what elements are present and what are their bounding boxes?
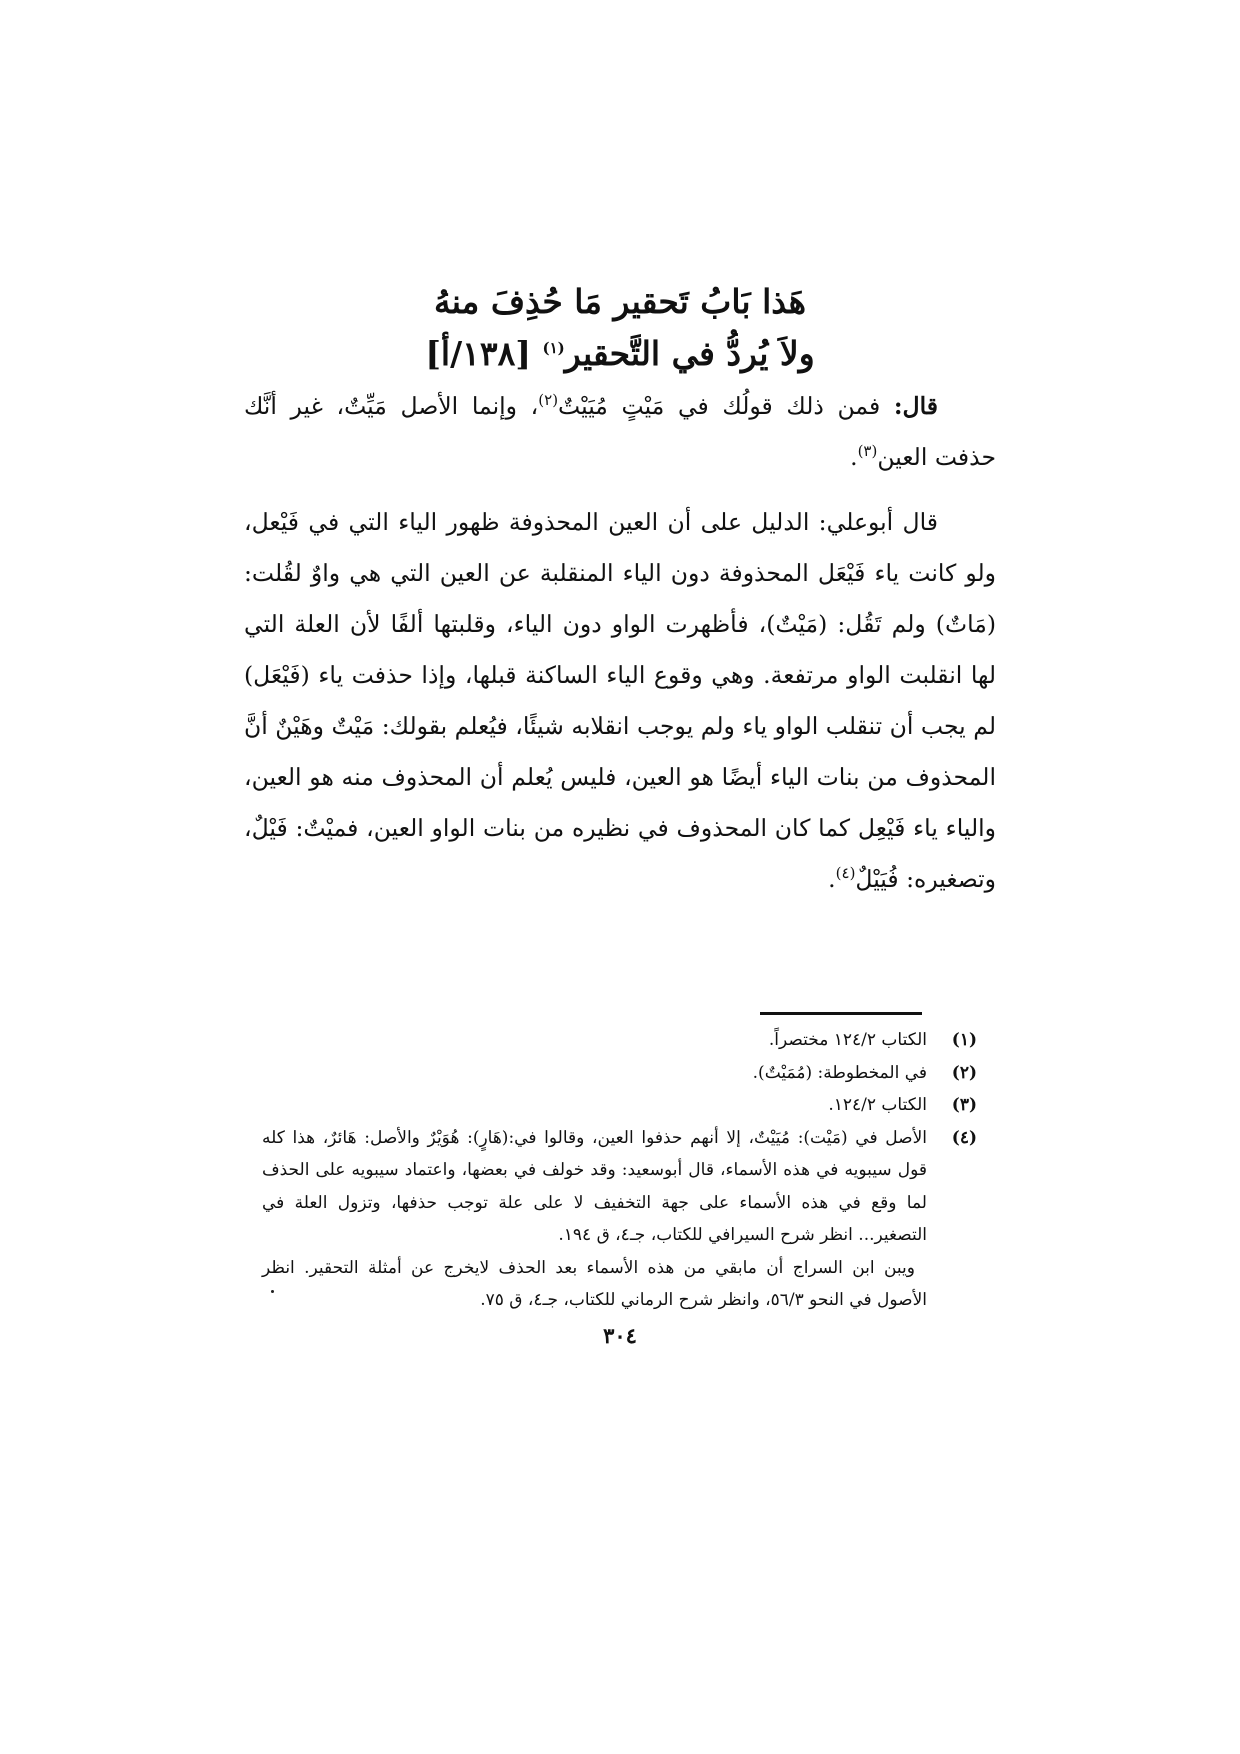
footnote-1 — [262, 1024, 977, 1057]
paragraph-1-text-b: ، وإنما الأصل مَيِّتٌ، غير أنَّك حذفت العين — [244, 392, 996, 471]
footnote-text: الكتاب ١٢٤/٢ مختصراً. — [768, 1030, 927, 1050]
paragraph-1 — [244, 381, 996, 483]
footnote-number: (١) — [951, 1030, 977, 1050]
footnote-number: (٢) — [951, 1062, 977, 1083]
footnote-text: في المخطوطة: (مُمَيْتٌ). — [752, 1062, 927, 1083]
footnote-separator — [760, 1012, 922, 1015]
footnote-4-continuation: ويبن ابن السراج أن مابقي من هذه الأسماء بعد الحذف لايخرج عن أمثلة التحقير. انظر الأصول في النحو ٥٦/٣، وانظر شرح الرماني للكتاب، جـ٤، ق ٧٥. — [262, 1257, 927, 1310]
heading-line-2 — [240, 328, 1000, 380]
paragraph-1-text-a: فمن ذلك قولُك في مَيْتٍ مُيَيْتٌ — [558, 392, 894, 420]
footnote-4 — [262, 1122, 977, 1252]
heading-line-1: هَذا بَابُ تَحقير مَا حُذِفَ منهُ — [434, 282, 806, 321]
paragraph-2 — [244, 497, 996, 905]
heading-folio-ref: [١٣٨/أ] — [425, 334, 543, 373]
footnote-ref-2[interactable]: (٢) — [538, 391, 559, 410]
heading-line-2-text: ولاَ يُردُّ في التَّحقير — [564, 334, 815, 373]
heading-footnote-ref[interactable]: (١) — [542, 339, 565, 357]
footnote-2 — [262, 1057, 977, 1090]
footnote-ref-4[interactable]: (٤) — [835, 864, 856, 883]
footnote-3 — [262, 1089, 977, 1122]
paragraph-2-end: . — [828, 865, 836, 893]
paragraph-2-text: قال أبوعلي: الدليل على أن العين المحذوفة ظهور الياء التي في فَيْعل، ولو كانت ياء فَيْعَل المحذوفة دون الياء المنقلبة عن العين التي هي واوٌ لقُلت: (مَاتٌ) ولم تَقُل: (مَيْتٌ)، فأظهرت الواو دون الياء، وقلبتها ألفًا لأن العلة التي لها انقلبت الواو مرتفعة. وهي وقوع الياء الساكنة قبلها، وإذا حذفت ياء (فَيْعَل) لم يجب أن تنقلب الواو ياء ولم يوجب انقلابه شيئًا، فيُعلم بقولك: مَيْتٌ وهَيْنٌ أنَّ المحذوف من بنات الياء أيضًا هو العين، فليس يُعلم أن المحذوف منه هو العين، والياء ياء فَيْعِل كما كان المحذوف في نظيره من بنات الواو العين، فميْتٌ: فَيْلٌ، وتصغيره: فُيَيْلٌ — [244, 508, 996, 893]
footnote-text: الكتاب ١٢٤/٢. — [828, 1095, 927, 1115]
footnote-ref-3[interactable]: (٣) — [857, 442, 878, 461]
chapter-heading — [240, 276, 1000, 380]
stray-mark — [271, 1290, 274, 1293]
page-number: ٣٠٤ — [603, 1323, 637, 1348]
footnote-number: (٣) — [951, 1095, 977, 1115]
paragraph-1-text-c: . — [850, 443, 858, 471]
footnotes — [262, 1024, 977, 1317]
footnote-number: (٤) — [951, 1127, 977, 1148]
footnote-text: الأصل في (مَيْت): مُيَيْتٌ، إلا أنهم حذفوا العين، وقالوا في:(هَارٍ): هُوَيْرٌ والأصل: هَائرٌ، هذا كله قول سيبويه في هذه الأسماء، قال أبوسعيد: وقد خولف في بعضها، واعتماد سيبويه على الحذف لما وقع في هذه الأسماء على جهة التخفيف لا على علة توجب حذفها، وتزول العلة في التصغير... انظر شرح السيرافي للكتاب، جـ٤، ق ١٩٤. — [262, 1127, 927, 1245]
main-text — [244, 381, 996, 905]
paragraph-1-label: قال: — [893, 392, 939, 420]
